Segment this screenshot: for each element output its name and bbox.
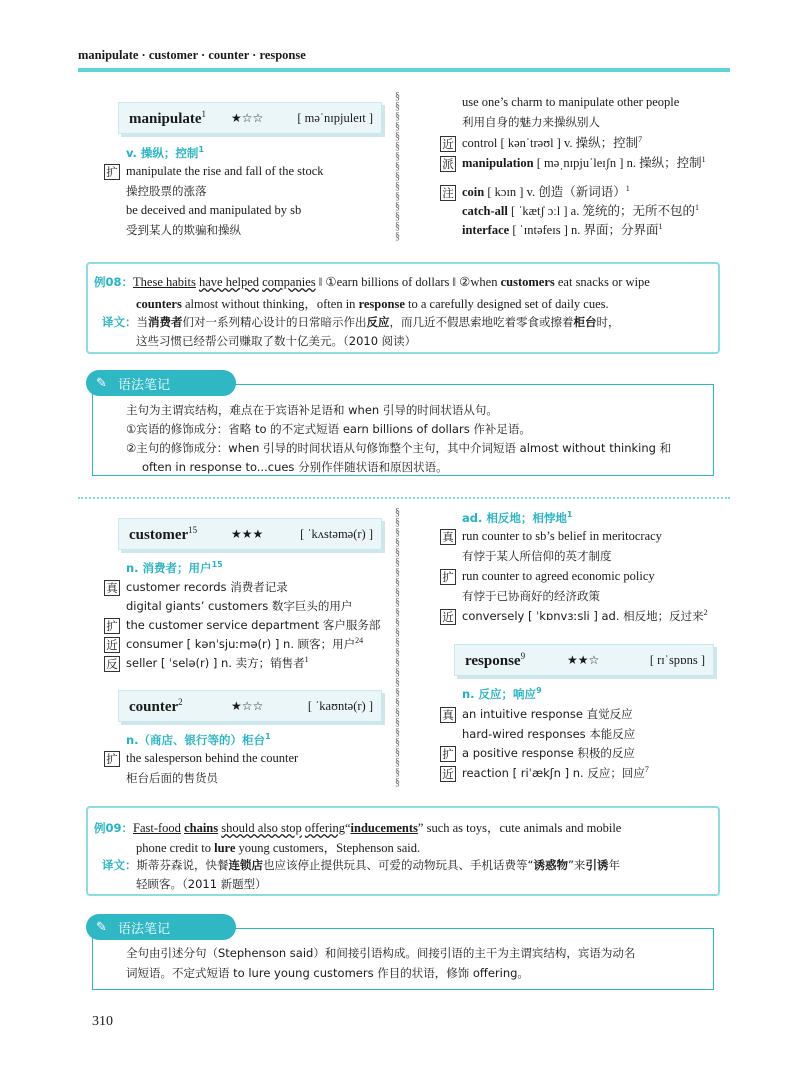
- example-line: hard-wired responses 本能反应: [462, 727, 636, 741]
- headword-response: response$^9$: [465, 650, 526, 669]
- example-sentence: phone credit to lure young customers，Stephenson said.: [136, 841, 421, 855]
- spiral-binding: § § § § § § § § § § § § § § § § § § § § § § § § § § § §: [395, 507, 400, 788]
- running-header: manipulate · customer · counter · response: [78, 48, 306, 62]
- section-divider: [78, 497, 730, 499]
- spiral-binding: § § § § § § § § § § § § § § §: [395, 91, 400, 242]
- example-line: 真 an intuitive response 直觉反应: [440, 706, 633, 723]
- translation-line: 受到某人的欺骗和操纵: [126, 223, 241, 237]
- example-line: digital giants’ customers 数字巨头的用户: [126, 599, 353, 613]
- example-line: 扩 manipulate the rise and fall of the stock: [104, 164, 324, 180]
- frequency-stars: ★☆☆: [231, 698, 264, 713]
- frequency-stars: ★★★: [231, 526, 264, 541]
- entry-box-customer: [118, 518, 382, 550]
- headword-customer: customer$^{15}$: [129, 524, 198, 543]
- phonetic: [ məˈnɪpjuleɪt ]: [297, 110, 373, 125]
- grammar-line: 词短语。不定式短语 to lure young customers 作目的状语，修饰 offering。: [126, 966, 529, 980]
- entry-box-manipulate: [118, 102, 382, 134]
- phonetic: [ rɪˈspɒns ]: [649, 652, 705, 667]
- example-line: 扩 the salesperson behind the counter: [104, 751, 298, 767]
- headword-manipulate: manipulate$^1$: [129, 108, 207, 127]
- synonym-line: 近 conversely [ ˈkɒnvɜːsli ] ad. 相反地；反过来$^2$: [440, 608, 708, 625]
- example-translation: 译文：斯蒂芬森说，快餐连锁店也应该停止提供玩具、可爱的动物玩具、手机话费等“诱惑物”来引诱年: [102, 858, 620, 872]
- example-translation: 译文：当消费者们对一系列精心设计的日常暗示作出反应，而几近不假思索地吃着零食或擦着柜台时，: [102, 315, 620, 329]
- grammar-line: 全句由引述分句（Stephenson said）和间接引语构成。间接引语的主干为主谓宾结构，宾语为动名: [126, 946, 636, 960]
- synonym-line: 近 consumer [ kənˈsjuːmə(r) ] n. 顾客；用户$^{24}$: [104, 636, 363, 653]
- example-sentence: 例09：Fast-food chains should also stop offering“inducements” such as toys，cute animals and mobile: [94, 821, 622, 835]
- translation-line: 有悖于已协商好的经济政策: [462, 589, 600, 603]
- example-translation: 轻顾客。（2011 新题型）: [136, 877, 267, 891]
- note-line: 注 coin [ kɔɪn ] v. 创造（新词语）$^1$: [440, 182, 630, 201]
- translation-line: 操控股票的涨落: [126, 184, 207, 198]
- translation-line: 有悖于某人所信仰的英才制度: [462, 549, 612, 563]
- example-sentence: 例08：These habits have helped companies ‖ ①earn billions of dollars ‖ ②when customers eat snacks or wipe: [94, 275, 650, 289]
- page-number: 310: [92, 1014, 113, 1029]
- part-of-speech: v. 操纵；控制$^1$: [126, 145, 205, 160]
- frequency-stars: ★☆☆: [231, 110, 264, 125]
- part-of-speech: n. 反应；响应$^9$: [462, 686, 542, 701]
- example-line: 真 customer records 消费者记录: [104, 579, 288, 596]
- derivative-line: 派 manipulation [ məˌnɪpjuˈleɪʃn ] n. 操纵；控制$^1$: [440, 153, 706, 172]
- part-of-speech: n.（商店、银行等的）柜台$^1$: [126, 732, 271, 747]
- translation-line: 利用自身的魅力来操纵别人: [462, 115, 600, 129]
- example-line: 扩 the customer service department 客户服务部: [104, 617, 380, 634]
- grammar-heading: ✎ 语法笔记: [86, 914, 236, 940]
- phonetic: [ ˈkʌstəmə(r) ]: [300, 526, 373, 541]
- translation-line: 柜台后面的售货员: [126, 771, 218, 785]
- pen-icon: ✎: [96, 919, 107, 935]
- grammar-line: often in response to...cues 分别作伴随状语和原因状语。: [142, 460, 448, 474]
- grammar-line: ①宾语的修饰成分：省略 to 的不定式短语 earn billions of dollars 作补足语。: [126, 422, 531, 436]
- synonym-line: 近 reaction [ riˈækʃn ] n. 反应；回应$^7$: [440, 765, 649, 782]
- entry-box-counter: [118, 690, 382, 722]
- example-line: 扩 a positive response 积极的反应: [440, 745, 635, 762]
- part-of-speech: n. 消费者；用户$^{15}$: [126, 560, 223, 575]
- grammar-line: ②主句的修饰成分：when 引导的时间状语从句修饰整个主句，其中介词短语 almost without thinking 和: [126, 441, 672, 455]
- example-translation: 这些习惯已经帮公司赚取了数十亿美元。（2010 阅读）: [136, 334, 417, 348]
- frequency-stars: ★★☆: [567, 652, 600, 667]
- example-sentence: counters almost without thinking，often in response to a carefully designed set of daily cues.: [136, 297, 609, 311]
- grammar-heading: ✎ 语法笔记: [86, 370, 236, 396]
- note-line: interface [ ˈɪntəfeɪs ] n. 界面；分界面$^1$: [462, 221, 663, 237]
- note-line: catch-all [ ˈkætʃ ɔːl ] a. 笼统的；无所不包的$^1$: [462, 202, 699, 218]
- example-line: 扩 run counter to agreed economic policy: [440, 569, 655, 585]
- example-line: be deceived and manipulated by sb: [126, 203, 302, 217]
- entry-box-response: [454, 644, 714, 676]
- synonym-line: 近 control [ kənˈtrəʊl ] v. 操纵；控制$^7$: [440, 133, 642, 152]
- example-line: use one’s charm to manipulate other people: [462, 95, 680, 109]
- example-line: 真 run counter to sb’s belief in meritocracy: [440, 529, 662, 545]
- header-rule: [78, 68, 730, 72]
- headword-counter: counter$^2$: [129, 696, 183, 715]
- part-of-speech: ad. 相反地；相悖地$^1$: [462, 510, 573, 525]
- grammar-line: 主句为主谓宾结构，难点在于宾语补足语和 when 引导的时间状语从句。: [126, 403, 498, 417]
- phonetic: [ ˈkaʊntə(r) ]: [307, 698, 373, 713]
- pen-icon: ✎: [96, 375, 107, 391]
- antonym-line: 反 seller [ ˈselə(r) ] n. 卖方；销售者$^1$: [104, 655, 309, 672]
